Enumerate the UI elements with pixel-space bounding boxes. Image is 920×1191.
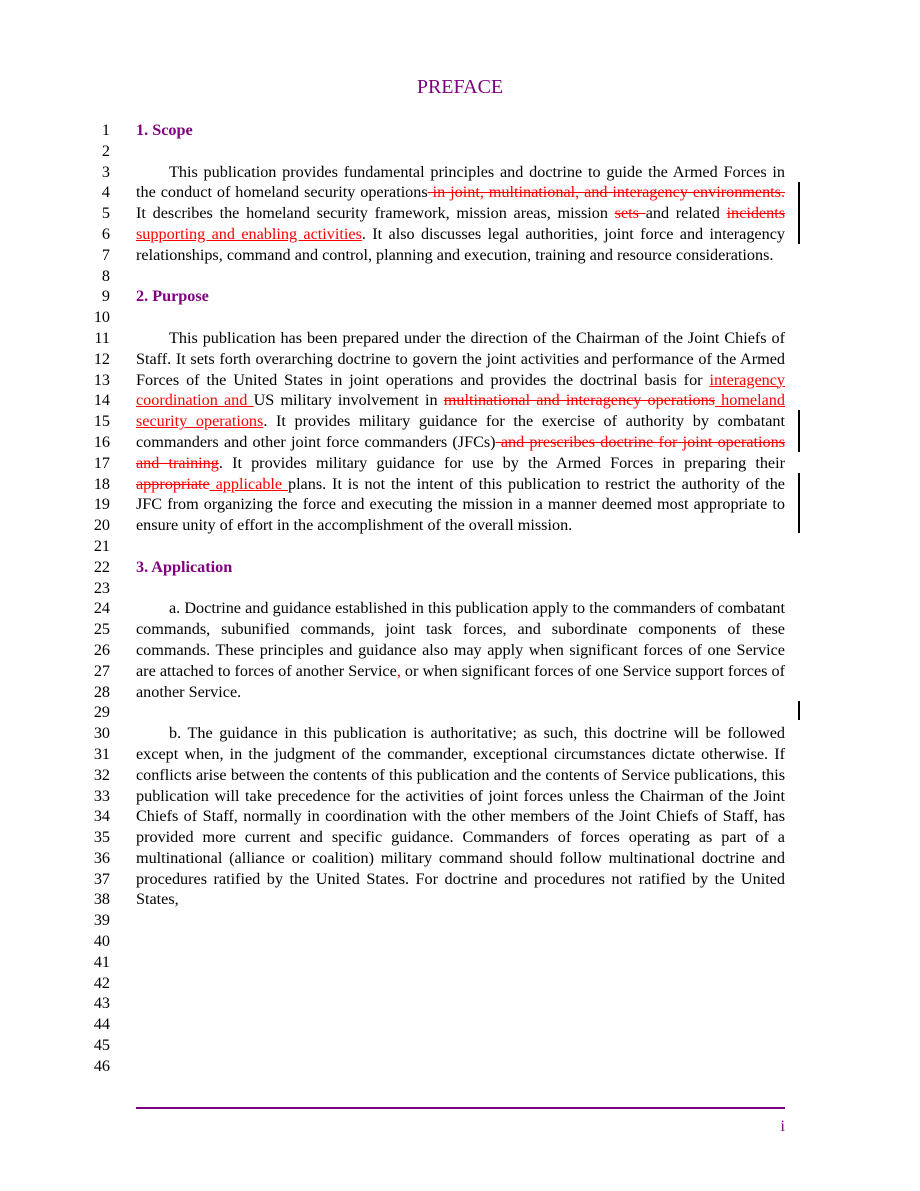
line-number: 26 bbox=[93, 640, 110, 659]
line-number: 35 bbox=[93, 828, 110, 847]
application-paragraph-a bbox=[136, 598, 785, 702]
line-number: 21 bbox=[93, 536, 110, 555]
line-number: 6 bbox=[101, 224, 110, 243]
text: US military involvement in bbox=[253, 391, 444, 410]
line-number: 32 bbox=[93, 765, 110, 784]
line-number: 14 bbox=[93, 391, 110, 410]
line-number: 12 bbox=[93, 349, 110, 368]
document-body bbox=[136, 120, 785, 910]
inserted-text: homeland security operations bbox=[136, 391, 785, 431]
line-number: 30 bbox=[93, 724, 110, 743]
line-number: 43 bbox=[93, 994, 110, 1013]
text: This publication has been prepared under the direction of the Chairman of the Joint Chiefs of Staff. It sets forth overarching doctrine to govern the joint activities and performance of the Armed Forces of the United States in joint operations and provides the doctrinal basis for bbox=[136, 328, 785, 389]
line-number: 20 bbox=[93, 516, 110, 535]
line-number: 15 bbox=[93, 412, 110, 431]
change-bar bbox=[798, 182, 800, 244]
text: plans. It is not the intent of this publication to restrict the authority of the JFC from organizing the force and executing the mission in a manner deemed most appropriate to ensure unity of effort in the accomplishment of the overall mission. bbox=[136, 474, 785, 535]
line-number: 5 bbox=[101, 204, 110, 223]
deleted-text: sets bbox=[614, 204, 646, 223]
application-paragraph-b: b. The guidance in this publication is authoritative; as such, this doctrine will be followed except when, in the judgment of the commander, exceptional circumstances dictate otherwise. If conflicts arise between the contents of this publication and the contents of Service publications, this publication will take precedence for the activities of joint forces unless the Chairman of the Joint Chiefs of Staff, normally in coordination with the other members of the Joint Chiefs of Staff, has provided more current and specific guidance. Commanders of forces operating as part of a multinational (alliance or coalition) military command should follow multinational doctrine and procedures ratified by the United States. For doctrine and procedures not ratified by the United States, bbox=[136, 724, 785, 909]
deleted-text: and prescribes doctrine for joint operations and training bbox=[136, 432, 786, 472]
page-number: i bbox=[780, 1118, 785, 1135]
text: or when significant forces of one Service support forces of another Service. bbox=[136, 661, 785, 701]
line-number: 19 bbox=[93, 495, 110, 514]
purpose-heading: 2. Purpose bbox=[136, 287, 209, 306]
footer-rule bbox=[136, 1107, 785, 1109]
line-number: 42 bbox=[93, 973, 110, 992]
line-number: 38 bbox=[93, 890, 110, 909]
change-bar bbox=[798, 701, 800, 720]
application-heading: 3. Application bbox=[136, 557, 233, 576]
line-number: 3 bbox=[101, 162, 110, 181]
inserted-text: applicable bbox=[209, 474, 288, 493]
text: This publication provides fundamental principles and doctrine to guide the Armed Forces in the conduct of homeland security operations bbox=[136, 162, 785, 202]
text: . It also discusses legal authorities, joint force and interagency relationships, command and control, planning and execution, training and resource considerations. bbox=[136, 224, 785, 264]
line-number: 45 bbox=[93, 1036, 110, 1055]
line-number: 28 bbox=[93, 682, 110, 701]
line-number: 29 bbox=[93, 703, 110, 722]
inserted-text: interagency coordination and bbox=[136, 370, 785, 410]
line-number: 33 bbox=[93, 786, 110, 805]
purpose-paragraph bbox=[136, 328, 785, 536]
text: . It provides military guidance for use by the Armed Forces in preparing their bbox=[218, 453, 785, 472]
line-number: 9 bbox=[101, 287, 110, 306]
line-number: 23 bbox=[93, 578, 110, 597]
deleted-text: multinational and interagency operations bbox=[443, 391, 715, 410]
line-number: 18 bbox=[93, 474, 110, 493]
line-number: 25 bbox=[93, 620, 110, 639]
text: It describes the homeland security framework, mission areas, mission bbox=[136, 204, 615, 223]
page-title: PREFACE bbox=[416, 76, 504, 98]
change-bar bbox=[798, 473, 800, 533]
text: and related bbox=[645, 204, 727, 223]
line-number-column bbox=[82, 120, 110, 1077]
line-number: 41 bbox=[93, 952, 110, 971]
deleted-text: in joint, multinational, and interagency environments. bbox=[427, 183, 786, 202]
line-number: 16 bbox=[93, 432, 110, 451]
line-number: 22 bbox=[93, 557, 110, 576]
text: . It provides military guidance for the exercise of authority by combatant commanders and other joint force commanders (JFCs) bbox=[136, 412, 785, 451]
line-number: 36 bbox=[93, 848, 110, 867]
deleted-text: appropriate bbox=[136, 474, 210, 493]
line-number: 39 bbox=[93, 911, 110, 930]
line-number: 13 bbox=[93, 370, 110, 389]
text: a. Doctrine and guidance established in this publication apply to the commanders of combatant commands, subunified commands, joint task forces, and subordinate components of these commands. These principles and guidance also may apply when significant forces of one Service are attached to forces of another Service bbox=[136, 599, 785, 680]
line-number: 4 bbox=[101, 183, 110, 202]
line-number: 24 bbox=[93, 599, 110, 618]
line-number: 2 bbox=[101, 141, 110, 160]
line-number: 11 bbox=[94, 328, 110, 347]
scope-paragraph bbox=[136, 162, 785, 266]
line-number: 8 bbox=[101, 266, 110, 285]
deleted-text: incidents bbox=[726, 204, 786, 223]
line-number: 1 bbox=[101, 121, 110, 139]
inserted-text: supporting and enabling activities bbox=[136, 224, 362, 243]
line-number: 34 bbox=[93, 807, 110, 826]
line-number: 10 bbox=[93, 308, 110, 327]
line-number: 27 bbox=[93, 661, 110, 680]
inserted-text: , bbox=[396, 661, 401, 680]
change-bar bbox=[798, 410, 800, 452]
line-number: 17 bbox=[93, 453, 110, 472]
scope-heading: 1. Scope bbox=[136, 121, 193, 139]
line-number: 7 bbox=[101, 245, 110, 264]
line-number: 31 bbox=[93, 744, 110, 763]
line-number: 46 bbox=[93, 1056, 110, 1075]
line-number: 40 bbox=[93, 932, 110, 951]
line-number: 44 bbox=[93, 1015, 110, 1034]
line-number: 37 bbox=[93, 869, 110, 888]
